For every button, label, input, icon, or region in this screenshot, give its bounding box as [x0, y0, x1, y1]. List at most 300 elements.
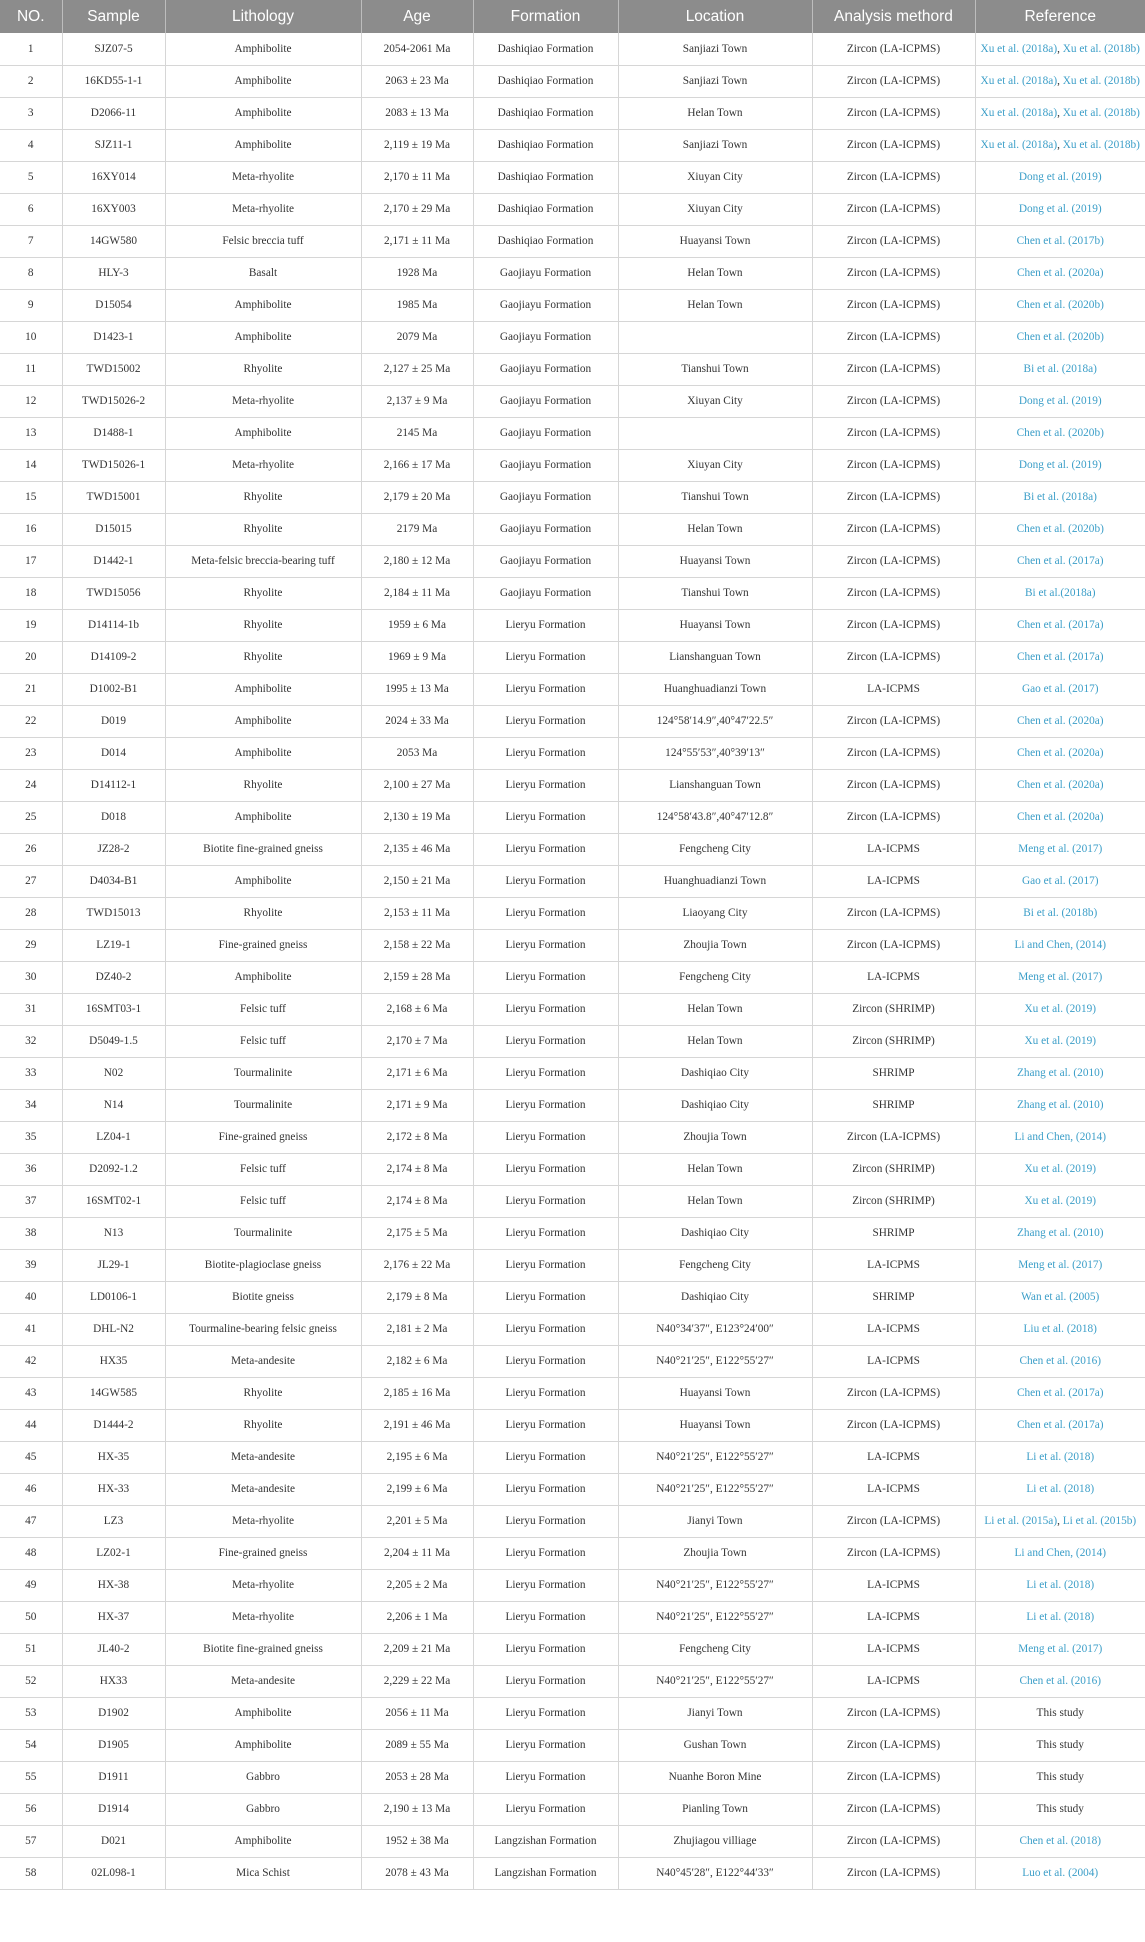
reference-link[interactable]: Chen et al. (2020a) [1016, 779, 1104, 791]
cell-formation: Lieryu Formation [473, 1569, 618, 1601]
cell-location: N40°21′25″, E122°55′27″ [618, 1473, 812, 1505]
reference-link[interactable]: Chen et al. (2017a) [1016, 555, 1104, 567]
reference-link[interactable]: Liu et al. (2018) [1023, 1323, 1097, 1335]
cell-lithology: Tourmalinite [165, 1217, 361, 1249]
cell-sample: D021 [62, 1825, 165, 1857]
cell-age: 2089 ± 55 Ma [361, 1729, 473, 1761]
cell-formation: Lieryu Formation [473, 1217, 618, 1249]
reference-link[interactable]: Chen et al. (2017a) [1016, 619, 1104, 631]
cell-location: Helan Town [618, 1153, 812, 1185]
cell-sample: JL29-1 [62, 1249, 165, 1281]
cell-location: Xiuyan City [618, 193, 812, 225]
reference-link[interactable]: Chen et al. (2017a) [1016, 1387, 1104, 1399]
reference-link[interactable]: Wan et al. (2005) [1021, 1291, 1100, 1303]
cell-formation: Lieryu Formation [473, 1377, 618, 1409]
cell-no: 1 [0, 33, 62, 65]
reference-link[interactable]: Dong et al. (2019) [1018, 395, 1102, 407]
cell-reference [975, 513, 1145, 545]
cell-lithology: Meta-rhyolite [165, 449, 361, 481]
cell-age: 2,204 ± 11 Ma [361, 1537, 473, 1569]
cell-lithology: Rhyolite [165, 609, 361, 641]
reference-link[interactable]: Li et al. (2015a) [984, 1515, 1058, 1527]
cell-lithology: Tourmalinite [165, 1057, 361, 1089]
cell-sample: TWD15001 [62, 481, 165, 513]
cell-location: Sanjiazi Town [618, 65, 812, 97]
cell-lithology: Tourmalinite [165, 1089, 361, 1121]
cell-formation: Dashiqiao Formation [473, 193, 618, 225]
cell-no: 34 [0, 1089, 62, 1121]
reference-link[interactable]: Chen et al. (2017a) [1016, 1419, 1104, 1431]
cell-analysis-method: Zircon (LA-ICPMS) [812, 609, 975, 641]
cell-no: 30 [0, 961, 62, 993]
cell-age: 2,172 ± 8 Ma [361, 1121, 473, 1153]
cell-formation: Lieryu Formation [473, 1025, 618, 1057]
table-row [0, 1217, 1145, 1249]
table-row [0, 97, 1145, 129]
cell-location: Huayansi Town [618, 1377, 812, 1409]
cell-formation: Dashiqiao Formation [473, 225, 618, 257]
cell-analysis-method: Zircon (LA-ICPMS) [812, 801, 975, 833]
cell-sample: N13 [62, 1217, 165, 1249]
cell-no: 39 [0, 1249, 62, 1281]
cell-location: Helan Town [618, 993, 812, 1025]
reference-link[interactable]: Xu et al. (2018a) [980, 75, 1058, 87]
header-formation: Formation [473, 0, 618, 33]
cell-age: 1995 ± 13 Ma [361, 673, 473, 705]
cell-location: Helan Town [618, 257, 812, 289]
cell-lithology: Fine-grained gneiss [165, 929, 361, 961]
cell-age: 2,159 ± 28 Ma [361, 961, 473, 993]
cell-analysis-method: Zircon (LA-ICPMS) [812, 33, 975, 65]
cell-location: Huayansi Town [618, 225, 812, 257]
cell-formation: Lieryu Formation [473, 993, 618, 1025]
reference-separator: , [1057, 75, 1063, 87]
cell-lithology: Meta-andesite [165, 1665, 361, 1697]
cell-analysis-method: Zircon (LA-ICPMS) [812, 1121, 975, 1153]
cell-sample: D1488-1 [62, 417, 165, 449]
table-row [0, 961, 1145, 993]
reference-link[interactable]: Meng et al. (2017) [1018, 843, 1103, 855]
cell-formation: Gaojiayu Formation [473, 321, 618, 353]
cell-reference [975, 641, 1145, 673]
cell-formation: Gaojiayu Formation [473, 417, 618, 449]
cell-formation: Gaojiayu Formation [473, 481, 618, 513]
cell-analysis-method: LA-ICPMS [812, 1665, 975, 1697]
table-row [0, 1121, 1145, 1153]
cell-formation: Gaojiayu Formation [473, 449, 618, 481]
cell-location: Tianshui Town [618, 577, 812, 609]
cell-analysis-method: LA-ICPMS [812, 1441, 975, 1473]
reference-link[interactable]: Chen et al. (2020a) [1016, 747, 1104, 759]
cell-reference [975, 1217, 1145, 1249]
cell-age: 2,174 ± 8 Ma [361, 1185, 473, 1217]
cell-reference [975, 225, 1145, 257]
cell-lithology: Amphibolite [165, 65, 361, 97]
cell-analysis-method: LA-ICPMS [812, 1633, 975, 1665]
cell-sample: D1902 [62, 1697, 165, 1729]
cell-age: 2,195 ± 6 Ma [361, 1441, 473, 1473]
cell-age: 2,182 ± 6 Ma [361, 1345, 473, 1377]
cell-no: 6 [0, 193, 62, 225]
cell-location: Huayansi Town [618, 609, 812, 641]
cell-no: 37 [0, 1185, 62, 1217]
reference-link[interactable]: Xu et al. (2018b) [1062, 75, 1140, 87]
cell-analysis-method: Zircon (LA-ICPMS) [812, 769, 975, 801]
cell-location: Tianshui Town [618, 481, 812, 513]
reference-link[interactable]: Xu et al. (2018b) [1062, 139, 1140, 151]
cell-lithology: Amphibolite [165, 129, 361, 161]
cell-reference [975, 1089, 1145, 1121]
cell-reference [975, 353, 1145, 385]
cell-analysis-method: Zircon (LA-ICPMS) [812, 65, 975, 97]
cell-lithology: Amphibolite [165, 1729, 361, 1761]
cell-reference [975, 833, 1145, 865]
cell-analysis-method: SHRIMP [812, 1089, 975, 1121]
cell-analysis-method: Zircon (LA-ICPMS) [812, 513, 975, 545]
reference-link[interactable]: Li and Chen, (2014) [1014, 1547, 1107, 1559]
reference-text: This study [1036, 1803, 1084, 1815]
reference-separator: , [1057, 42, 1063, 55]
table-row [0, 577, 1145, 609]
table-row [0, 417, 1145, 449]
cell-analysis-method: LA-ICPMS [812, 1345, 975, 1377]
cell-no: 47 [0, 1505, 62, 1537]
cell-no: 25 [0, 801, 62, 833]
cell-lithology: Amphibolite [165, 321, 361, 353]
cell-sample: D1423-1 [62, 321, 165, 353]
cell-formation: Langzishan Formation [473, 1825, 618, 1857]
cell-age: 2,153 ± 11 Ma [361, 897, 473, 929]
reference-link[interactable]: Zhang et al. (2010) [1016, 1099, 1104, 1111]
table-row [0, 289, 1145, 321]
cell-no: 48 [0, 1537, 62, 1569]
cell-age: 2,180 ± 12 Ma [361, 545, 473, 577]
table-row [0, 641, 1145, 673]
table-row [0, 193, 1145, 225]
cell-sample: TWD15026-2 [62, 385, 165, 417]
cell-lithology: Amphibolite [165, 289, 361, 321]
cell-sample: SJZ11-1 [62, 129, 165, 161]
reference-link[interactable]: Meng et al. (2017) [1018, 1643, 1103, 1655]
cell-lithology: Rhyolite [165, 513, 361, 545]
cell-no: 17 [0, 545, 62, 577]
cell-age: 2,206 ± 1 Ma [361, 1601, 473, 1633]
header-analysis-method: Analysis methord [812, 0, 975, 33]
cell-reference [975, 673, 1145, 705]
cell-analysis-method: Zircon (LA-ICPMS) [812, 641, 975, 673]
cell-reference [975, 1793, 1145, 1825]
cell-lithology: Amphibolite [165, 1697, 361, 1729]
table-row [0, 1025, 1145, 1057]
cell-age: 2,170 ± 7 Ma [361, 1025, 473, 1057]
reference-link[interactable]: Li et al. (2018) [1026, 1451, 1095, 1463]
reference-link[interactable]: Chen et al. (2016) [1019, 1675, 1102, 1687]
cell-sample: DHL-N2 [62, 1313, 165, 1345]
header-reference: Reference [975, 0, 1145, 33]
table-row [0, 513, 1145, 545]
cell-sample: 16KD55-1-1 [62, 65, 165, 97]
reference-link[interactable]: Zhang et al. (2010) [1016, 1067, 1104, 1079]
cell-reference [975, 289, 1145, 321]
cell-reference [975, 1505, 1145, 1537]
reference-link[interactable]: Luo et al. (2004) [1022, 1867, 1099, 1879]
cell-reference [975, 897, 1145, 929]
table-row [0, 801, 1145, 833]
cell-analysis-method: Zircon (LA-ICPMS) [812, 449, 975, 481]
cell-lithology: Meta-rhyolite [165, 1601, 361, 1633]
cell-formation: Lieryu Formation [473, 1249, 618, 1281]
cell-reference [975, 1185, 1145, 1217]
cell-location: 124°58′14.9″,40°47′22.5″ [618, 705, 812, 737]
cell-location: Jianyi Town [618, 1697, 812, 1729]
cell-age: 1969 ± 9 Ma [361, 641, 473, 673]
cell-reference [975, 193, 1145, 225]
cell-location: Zhujiagou villiage [618, 1825, 812, 1857]
table-row [0, 1633, 1145, 1665]
cell-no: 57 [0, 1825, 62, 1857]
cell-location: Lianshanguan Town [618, 769, 812, 801]
cell-analysis-method: Zircon (LA-ICPMS) [812, 289, 975, 321]
cell-no: 35 [0, 1121, 62, 1153]
reference-link[interactable]: Gao et al. (2017) [1021, 875, 1099, 887]
cell-lithology: Meta-rhyolite [165, 385, 361, 417]
cell-no: 31 [0, 993, 62, 1025]
cell-analysis-method: Zircon (LA-ICPMS) [812, 1857, 975, 1889]
cell-analysis-method: Zircon (LA-ICPMS) [812, 481, 975, 513]
cell-lithology: Meta-rhyolite [165, 161, 361, 193]
cell-sample: HX-35 [62, 1441, 165, 1473]
reference-link[interactable]: Chen et al. (2020a) [1016, 715, 1104, 727]
cell-formation: Dashiqiao Formation [473, 33, 618, 65]
cell-age: 2,158 ± 22 Ma [361, 929, 473, 961]
cell-location: Xiuyan City [618, 385, 812, 417]
cell-location: N40°21′25″, E122°55′27″ [618, 1569, 812, 1601]
cell-location: Huayansi Town [618, 545, 812, 577]
cell-sample: D1914 [62, 1793, 165, 1825]
reference-link[interactable]: Li and Chen, (2014) [1014, 1131, 1107, 1143]
reference-link[interactable]: Bi et al. (2018b) [1023, 907, 1098, 919]
cell-sample: SJZ07-5 [62, 33, 165, 65]
cell-location: Sanjiazi Town [618, 33, 812, 65]
reference-link[interactable]: Dong et al. (2019) [1018, 459, 1102, 471]
cell-reference [975, 385, 1145, 417]
cell-reference [975, 705, 1145, 737]
reference-link[interactable]: Xu et al. (2019) [1024, 1163, 1097, 1175]
cell-formation: Lieryu Formation [473, 897, 618, 929]
cell-location: Tianshui Town [618, 353, 812, 385]
cell-location: N40°21′25″, E122°55′27″ [618, 1601, 812, 1633]
reference-link[interactable]: Xu et al. (2018b) [1062, 42, 1140, 55]
cell-reference [975, 65, 1145, 97]
cell-no: 19 [0, 609, 62, 641]
cell-formation: Lieryu Formation [473, 1793, 618, 1825]
reference-link[interactable]: Dong et al. (2019) [1018, 171, 1102, 183]
cell-analysis-method: Zircon (LA-ICPMS) [812, 385, 975, 417]
cell-no: 55 [0, 1761, 62, 1793]
reference-link[interactable]: Meng et al. (2017) [1018, 971, 1103, 983]
cell-formation: Lieryu Formation [473, 1601, 618, 1633]
table-row [0, 1377, 1145, 1409]
reference-link[interactable]: Bi et al.(2018a) [1024, 587, 1096, 599]
reference-link[interactable]: Chen et al. (2016) [1019, 1355, 1102, 1367]
cell-formation: Lieryu Formation [473, 1473, 618, 1505]
table-row [0, 1857, 1145, 1889]
cell-no: 43 [0, 1377, 62, 1409]
reference-link[interactable]: Li et al. (2018) [1026, 1483, 1095, 1495]
cell-formation: Gaojiayu Formation [473, 545, 618, 577]
cell-reference [975, 1825, 1145, 1857]
cell-age: 1952 ± 38 Ma [361, 1825, 473, 1857]
cell-sample: 16XY014 [62, 161, 165, 193]
cell-reference [975, 97, 1145, 129]
reference-link[interactable]: Xu et al. (2018a) [980, 139, 1058, 151]
cell-analysis-method: Zircon (LA-ICPMS) [812, 161, 975, 193]
reference-text: This study [1036, 1707, 1084, 1719]
cell-age: 2,171 ± 9 Ma [361, 1089, 473, 1121]
cell-sample: D14112-1 [62, 769, 165, 801]
cell-age: 2,100 ± 27 Ma [361, 769, 473, 801]
reference-link[interactable]: Meng et al. (2017) [1018, 1259, 1103, 1271]
reference-link[interactable]: Zhang et al. (2010) [1016, 1227, 1104, 1239]
cell-analysis-method: LA-ICPMS [812, 833, 975, 865]
cell-no: 23 [0, 737, 62, 769]
cell-age: 2053 Ma [361, 737, 473, 769]
cell-analysis-method: Zircon (LA-ICPMS) [812, 225, 975, 257]
cell-age: 2,191 ± 46 Ma [361, 1409, 473, 1441]
cell-sample: 14GW580 [62, 225, 165, 257]
cell-formation: Lieryu Formation [473, 673, 618, 705]
cell-lithology: Rhyolite [165, 1409, 361, 1441]
cell-location: Nuanhe Boron Mine [618, 1761, 812, 1793]
cell-lithology: Basalt [165, 257, 361, 289]
reference-link[interactable]: Xu et al. (2018b) [1062, 107, 1140, 119]
table-row [0, 1569, 1145, 1601]
cell-sample: JZ28-2 [62, 833, 165, 865]
cell-location: Helan Town [618, 97, 812, 129]
reference-link[interactable]: Bi et al. (2018a) [1023, 491, 1097, 503]
reference-link[interactable]: Xu et al. (2019) [1024, 1035, 1097, 1047]
cell-analysis-method: LA-ICPMS [812, 1249, 975, 1281]
reference-link[interactable]: Gao et al. (2017) [1021, 683, 1099, 695]
cell-no: 58 [0, 1857, 62, 1889]
reference-link[interactable]: Xu et al. (2018a) [980, 107, 1058, 119]
table-row [0, 1793, 1145, 1825]
reference-link[interactable]: Chen et al. (2020b) [1016, 523, 1104, 535]
reference-link[interactable]: Li et al. (2018) [1026, 1611, 1095, 1623]
table-row [0, 673, 1145, 705]
reference-link[interactable]: Li et al. (2018) [1026, 1579, 1095, 1591]
table-row [0, 737, 1145, 769]
reference-link[interactable]: Chen et al. (2020a) [1016, 811, 1104, 823]
cell-lithology: Meta-rhyolite [165, 1569, 361, 1601]
cell-no: 3 [0, 97, 62, 129]
cell-no: 53 [0, 1697, 62, 1729]
cell-formation: Dashiqiao Formation [473, 65, 618, 97]
cell-formation: Lieryu Formation [473, 705, 618, 737]
table-row [0, 33, 1145, 65]
table-row [0, 1345, 1145, 1377]
cell-formation: Lieryu Formation [473, 1345, 618, 1377]
cell-lithology: Amphibolite [165, 417, 361, 449]
cell-analysis-method: Zircon (LA-ICPMS) [812, 257, 975, 289]
cell-reference [975, 417, 1145, 449]
reference-link[interactable]: Xu et al. (2018a) [980, 42, 1058, 55]
cell-reference [975, 257, 1145, 289]
cell-no: 50 [0, 1601, 62, 1633]
table-row [0, 1313, 1145, 1345]
cell-analysis-method: Zircon (LA-ICPMS) [812, 545, 975, 577]
cell-age: 2,130 ± 19 Ma [361, 801, 473, 833]
cell-age: 2,175 ± 5 Ma [361, 1217, 473, 1249]
cell-age: 2,119 ± 19 Ma [361, 129, 473, 161]
cell-age: 2,199 ± 6 Ma [361, 1473, 473, 1505]
cell-location: 124°55′53″,40°39′13″ [618, 737, 812, 769]
cell-lithology: Gabbro [165, 1761, 361, 1793]
reference-link[interactable]: Chen et al. (2020b) [1016, 299, 1104, 311]
table-body [0, 33, 1145, 1889]
cell-formation: Gaojiayu Formation [473, 577, 618, 609]
reference-link[interactable]: Li et al. (2015b) [1062, 1515, 1137, 1527]
cell-lithology: Amphibolite [165, 737, 361, 769]
cell-reference [975, 1569, 1145, 1601]
cell-sample: N14 [62, 1089, 165, 1121]
cell-no: 42 [0, 1345, 62, 1377]
cell-no: 20 [0, 641, 62, 673]
cell-formation: Lieryu Formation [473, 1121, 618, 1153]
reference-link[interactable]: Xu et al. (2019) [1024, 1003, 1097, 1015]
table-row [0, 1505, 1145, 1537]
cell-sample: LZ02-1 [62, 1537, 165, 1569]
cell-reference [975, 1281, 1145, 1313]
table-row [0, 929, 1145, 961]
cell-location: Huanghuadianzi Town [618, 865, 812, 897]
cell-analysis-method: Zircon (LA-ICPMS) [812, 897, 975, 929]
cell-location: Gushan Town [618, 1729, 812, 1761]
reference-link[interactable]: Chen et al. (2020a) [1016, 267, 1104, 279]
reference-link[interactable]: Dong et al. (2019) [1018, 203, 1102, 215]
cell-location: Jianyi Town [618, 1505, 812, 1537]
cell-lithology: Amphibolite [165, 1825, 361, 1857]
reference-link[interactable]: Chen et al. (2017b) [1016, 235, 1104, 247]
cell-location: N40°34′37″, E123°24′00″ [618, 1313, 812, 1345]
reference-link[interactable]: Li and Chen, (2014) [1014, 939, 1107, 951]
cell-sample: LZ3 [62, 1505, 165, 1537]
reference-link[interactable]: Bi et al. (2018a) [1023, 363, 1097, 375]
reference-link[interactable]: Chen et al. (2018) [1019, 1835, 1102, 1847]
cell-sample: HX-37 [62, 1601, 165, 1633]
cell-formation: Lieryu Formation [473, 1729, 618, 1761]
cell-sample: D4034-B1 [62, 865, 165, 897]
cell-sample: 14GW585 [62, 1377, 165, 1409]
cell-formation: Lieryu Formation [473, 737, 618, 769]
table-row [0, 1729, 1145, 1761]
cell-formation: Lieryu Formation [473, 929, 618, 961]
cell-age: 2,179 ± 8 Ma [361, 1281, 473, 1313]
cell-formation: Lieryu Formation [473, 609, 618, 641]
cell-sample: TWD15013 [62, 897, 165, 929]
cell-location: N40°21′25″, E122°55′27″ [618, 1441, 812, 1473]
reference-link[interactable]: Chen et al. (2020b) [1016, 427, 1104, 439]
reference-link[interactable]: Chen et al. (2020b) [1016, 331, 1104, 343]
cell-analysis-method: Zircon (LA-ICPMS) [812, 1697, 975, 1729]
cell-formation: Lieryu Formation [473, 801, 618, 833]
cell-location: Dashiqiao City [618, 1089, 812, 1121]
cell-lithology: Rhyolite [165, 897, 361, 929]
reference-link[interactable]: Xu et al. (2019) [1024, 1195, 1097, 1207]
reference-link[interactable]: Chen et al. (2017a) [1016, 651, 1104, 663]
cell-age: 2024 ± 33 Ma [361, 705, 473, 737]
cell-lithology: Amphibolite [165, 961, 361, 993]
